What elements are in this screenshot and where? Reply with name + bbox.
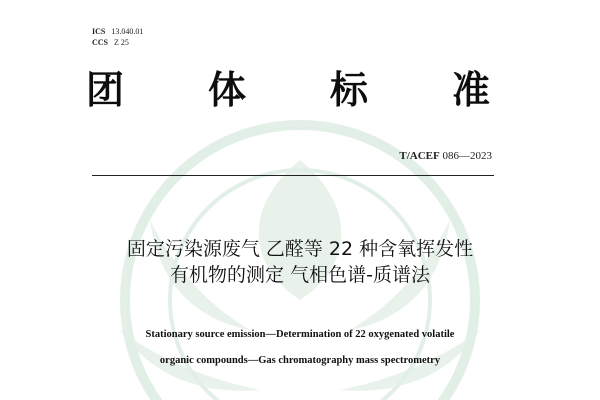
english-title: [60, 322, 540, 374]
ccs-code: [92, 37, 143, 48]
doc-type-char: 标: [330, 68, 369, 112]
divider-rule: [92, 175, 494, 176]
doc-type-char: 准: [452, 68, 491, 112]
chinese-title-line-1: 固定污染源废气 乙醛等 22 种含氧挥发性: [126, 238, 474, 260]
document-type-heading: [86, 66, 516, 116]
standard-number: [399, 150, 492, 162]
ics-label: ICS: [92, 27, 106, 36]
doc-type-char: 体: [208, 68, 247, 112]
doc-type-char: 团: [86, 68, 125, 112]
standard-number-value: 086—2023: [442, 150, 492, 162]
classification-codes: [92, 26, 143, 48]
ics-value: 13.040.01: [111, 27, 144, 36]
ccs-label: CCS: [92, 38, 109, 47]
standard-number-prefix: T/ACEF: [399, 150, 440, 162]
ics-code: [92, 26, 143, 37]
chinese-title: [60, 236, 540, 288]
english-title-line-1: Stationary source emission—Determination of 22 oxygenated volatile: [145, 329, 455, 340]
chinese-title-line-2: 有机物的测定 气相色谱-质谱法: [170, 264, 430, 286]
ccs-value: Z 25: [114, 38, 129, 47]
english-title-line-2: organic compounds—Gas chromatography mass spectrometry: [159, 355, 441, 366]
